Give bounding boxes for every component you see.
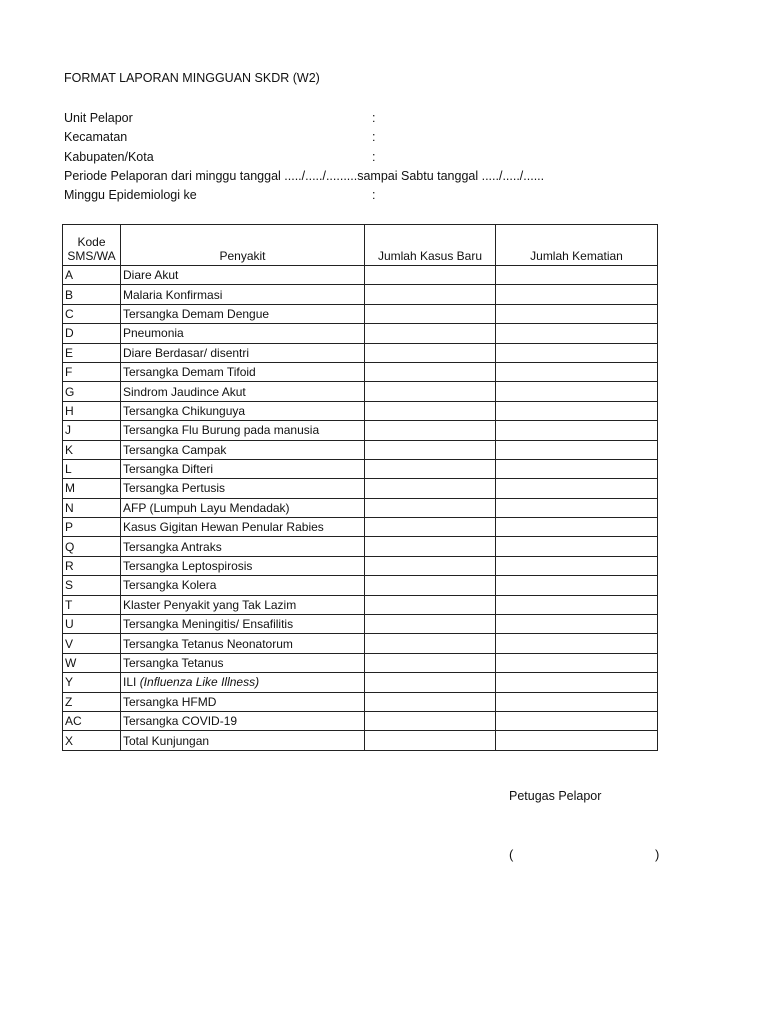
cell-new-cases[interactable] (365, 304, 496, 323)
table-row (63, 595, 658, 614)
disease-name: Diare Berdasar/ disentri (123, 345, 250, 360)
cell-new-cases[interactable] (365, 421, 496, 440)
disease-name: Kasus Gigitan Hewan Penular Rabies (123, 520, 324, 535)
header-disease: Penyakit (121, 225, 365, 266)
cell-deaths[interactable] (496, 285, 658, 304)
cell-new-cases[interactable] (365, 285, 496, 304)
disease-name: AFP (Lumpuh Layu Mendadak) (123, 500, 290, 515)
disease-name-italic: (Influenza Like Illness) (139, 675, 260, 690)
cell-new-cases[interactable] (365, 266, 496, 285)
cell-disease (121, 595, 365, 614)
cell-disease (121, 382, 365, 401)
cell-new-cases[interactable] (365, 576, 496, 595)
cell-deaths[interactable] (496, 518, 658, 537)
field-colon: : (372, 188, 376, 202)
table-row (63, 537, 658, 556)
cell-deaths[interactable] (496, 498, 658, 517)
cell-disease (121, 576, 365, 595)
cell-code: Y (63, 673, 121, 692)
cell-code: F (63, 362, 121, 381)
cell-new-cases[interactable] (365, 537, 496, 556)
cell-new-cases[interactable] (365, 324, 496, 343)
cell-deaths[interactable] (496, 266, 658, 285)
cell-deaths[interactable] (496, 440, 658, 459)
cell-code: V (63, 634, 121, 653)
header-code (63, 225, 121, 266)
cell-deaths[interactable] (496, 537, 658, 556)
cell-deaths[interactable] (496, 421, 658, 440)
disease-name: Klaster Penyakit yang Tak Lazim (123, 597, 297, 612)
cell-disease (121, 634, 365, 653)
cell-code: L (63, 459, 121, 478)
table-row (63, 285, 658, 304)
cell-code: U (63, 615, 121, 634)
cell-new-cases[interactable] (365, 653, 496, 672)
disease-name: Tersangka Leptospirosis (123, 559, 253, 574)
table-row (63, 440, 658, 459)
disease-name: ILI (123, 675, 137, 690)
cell-new-cases[interactable] (365, 731, 496, 750)
cell-code: E (63, 343, 121, 362)
cell-disease (121, 343, 365, 362)
cell-code: R (63, 556, 121, 575)
table-row (63, 556, 658, 575)
cell-deaths[interactable] (496, 634, 658, 653)
disease-name: Tersangka Chikunguya (123, 403, 246, 418)
cell-new-cases[interactable] (365, 556, 496, 575)
table-row (63, 324, 658, 343)
cell-new-cases[interactable] (365, 615, 496, 634)
cell-code: X (63, 731, 121, 750)
cell-deaths[interactable] (496, 459, 658, 478)
disease-name: Tersangka Meningitis/ Ensafilitis (123, 617, 294, 632)
cell-code: K (63, 440, 121, 459)
field-label: Minggu Epidemiologi ke (64, 188, 197, 202)
table-row (63, 304, 658, 323)
cell-disease (121, 692, 365, 711)
disease-name: Tersangka Tetanus Neonatorum (123, 636, 293, 651)
table-row (63, 576, 658, 595)
header-code-line2: SMS/WA (67, 249, 116, 263)
table-row (63, 634, 658, 653)
table-row (63, 692, 658, 711)
field-colon: : (372, 150, 376, 164)
cell-deaths[interactable] (496, 362, 658, 381)
field-label: Unit Pelapor (64, 111, 133, 125)
disease-name: Tersangka Pertusis (123, 481, 226, 496)
cell-new-cases[interactable] (365, 498, 496, 517)
cell-new-cases[interactable] (365, 595, 496, 614)
header-new-cases: Jumlah Kasus Baru (365, 225, 496, 266)
cell-code: N (63, 498, 121, 517)
cell-deaths[interactable] (496, 673, 658, 692)
disease-report-table (62, 224, 658, 751)
table-row (63, 731, 658, 750)
cell-new-cases[interactable] (365, 382, 496, 401)
cell-disease (121, 421, 365, 440)
disease-name: Tersangka Kolera (123, 578, 217, 593)
field-label: Periode Pelaporan dari minggu tanggal ...../...../.........sampai Sabtu tanggal ...../...../...... (64, 169, 545, 183)
cell-disease (121, 673, 365, 692)
disease-name: Tersangka Difteri (123, 462, 214, 477)
cell-code: S (63, 576, 121, 595)
field-unit-pelapor (64, 109, 376, 127)
cell-new-cases[interactable] (365, 634, 496, 653)
signature-close-paren: ) (655, 847, 660, 862)
cell-deaths[interactable] (496, 304, 658, 323)
table-row (63, 401, 658, 420)
table-row (63, 362, 658, 381)
cell-deaths[interactable] (496, 479, 658, 498)
cell-code: Z (63, 692, 121, 711)
disease-name: Tersangka Demam Tifoid (123, 365, 256, 380)
table-row (63, 382, 658, 401)
cell-code: P (63, 518, 121, 537)
cell-new-cases[interactable] (365, 362, 496, 381)
table-body (63, 266, 658, 751)
cell-new-cases[interactable] (365, 343, 496, 362)
cell-disease (121, 285, 365, 304)
cell-code: B (63, 285, 121, 304)
cell-code: Q (63, 537, 121, 556)
cell-code: M (63, 479, 121, 498)
cell-new-cases[interactable] (365, 440, 496, 459)
cell-new-cases[interactable] (365, 518, 496, 537)
table-row (63, 498, 658, 517)
disease-name: Tersangka Campak (123, 442, 227, 457)
header-deaths: Jumlah Kematian (496, 225, 658, 266)
cell-disease (121, 556, 365, 575)
cell-deaths[interactable] (496, 595, 658, 614)
cell-code: T (63, 595, 121, 614)
cell-disease (121, 518, 365, 537)
disease-name: Pneumonia (123, 326, 184, 341)
cell-deaths[interactable] (496, 711, 658, 730)
cell-deaths[interactable] (496, 556, 658, 575)
cell-code: G (63, 382, 121, 401)
field-label: Kecamatan (64, 130, 128, 144)
cell-disease (121, 731, 365, 750)
cell-deaths[interactable] (496, 731, 658, 750)
table-row (63, 479, 658, 498)
cell-code: J (63, 421, 121, 440)
cell-new-cases[interactable] (365, 401, 496, 420)
disease-name: Tersangka Tetanus (123, 656, 224, 670)
table-row (63, 518, 658, 537)
cell-disease (121, 711, 365, 730)
cell-deaths[interactable] (496, 343, 658, 362)
cell-disease (121, 498, 365, 517)
cell-deaths[interactable] (496, 615, 658, 634)
table-row (63, 711, 658, 730)
cell-deaths[interactable] (496, 692, 658, 711)
cell-code: W (63, 653, 121, 672)
cell-new-cases[interactable] (365, 692, 496, 711)
table-row (63, 653, 658, 672)
cell-disease (121, 401, 365, 420)
cell-code: A (63, 266, 121, 285)
disease-name: Malaria Konfirmasi (123, 287, 223, 302)
cell-disease (121, 459, 365, 478)
field-colon: : (372, 130, 376, 144)
table-row (63, 459, 658, 478)
cell-deaths[interactable] (496, 401, 658, 420)
field-kabupaten-kota (64, 148, 376, 166)
cell-disease (121, 362, 365, 381)
cell-deaths[interactable] (496, 382, 658, 401)
cell-new-cases[interactable] (365, 459, 496, 478)
cell-disease (121, 324, 365, 343)
cell-disease (121, 479, 365, 498)
header-code-line1: Kode (77, 235, 106, 249)
disease-name: Diare Akut (123, 268, 179, 283)
field-minggu-epidemiologi (64, 186, 376, 204)
cell-code: AC (63, 711, 121, 730)
cell-code: C (63, 304, 121, 323)
field-colon: : (372, 111, 376, 125)
cell-disease (121, 266, 365, 285)
cell-disease (121, 304, 365, 323)
cell-new-cases[interactable] (365, 479, 496, 498)
cell-disease (121, 537, 365, 556)
signer-label: Petugas Pelapor (509, 789, 602, 803)
table-header-row (63, 225, 658, 266)
cell-code: D (63, 324, 121, 343)
cell-code: H (63, 401, 121, 420)
disease-name: Sindrom Jaudince Akut (123, 384, 246, 399)
cell-deaths[interactable] (496, 324, 658, 343)
table-row (63, 421, 658, 440)
cell-deaths[interactable] (496, 576, 658, 595)
table-row (63, 343, 658, 362)
disease-name: Tersangka Demam Dengue (123, 306, 270, 321)
cell-new-cases[interactable] (365, 711, 496, 730)
field-periode-pelaporan (64, 167, 544, 185)
cell-new-cases[interactable] (365, 673, 496, 692)
table-row (63, 673, 658, 692)
document-title: FORMAT LAPORAN MINGGUAN SKDR (W2) (64, 71, 320, 85)
cell-disease (121, 440, 365, 459)
disease-name: Tersangka Antraks (123, 539, 222, 554)
field-kecamatan (64, 128, 376, 146)
cell-disease (121, 653, 365, 672)
table-row (63, 266, 658, 285)
disease-name: Tersangka HFMD (123, 694, 217, 709)
signature-open-paren: ( (509, 847, 514, 862)
disease-name: Total Kunjungan (123, 733, 210, 748)
cell-deaths[interactable] (496, 653, 658, 672)
table-row (63, 615, 658, 634)
disease-name: Tersangka COVID-19 (123, 714, 238, 729)
cell-disease (121, 615, 365, 634)
disease-name: Tersangka Flu Burung pada manusia (123, 423, 320, 438)
field-label: Kabupaten/Kota (64, 150, 154, 164)
